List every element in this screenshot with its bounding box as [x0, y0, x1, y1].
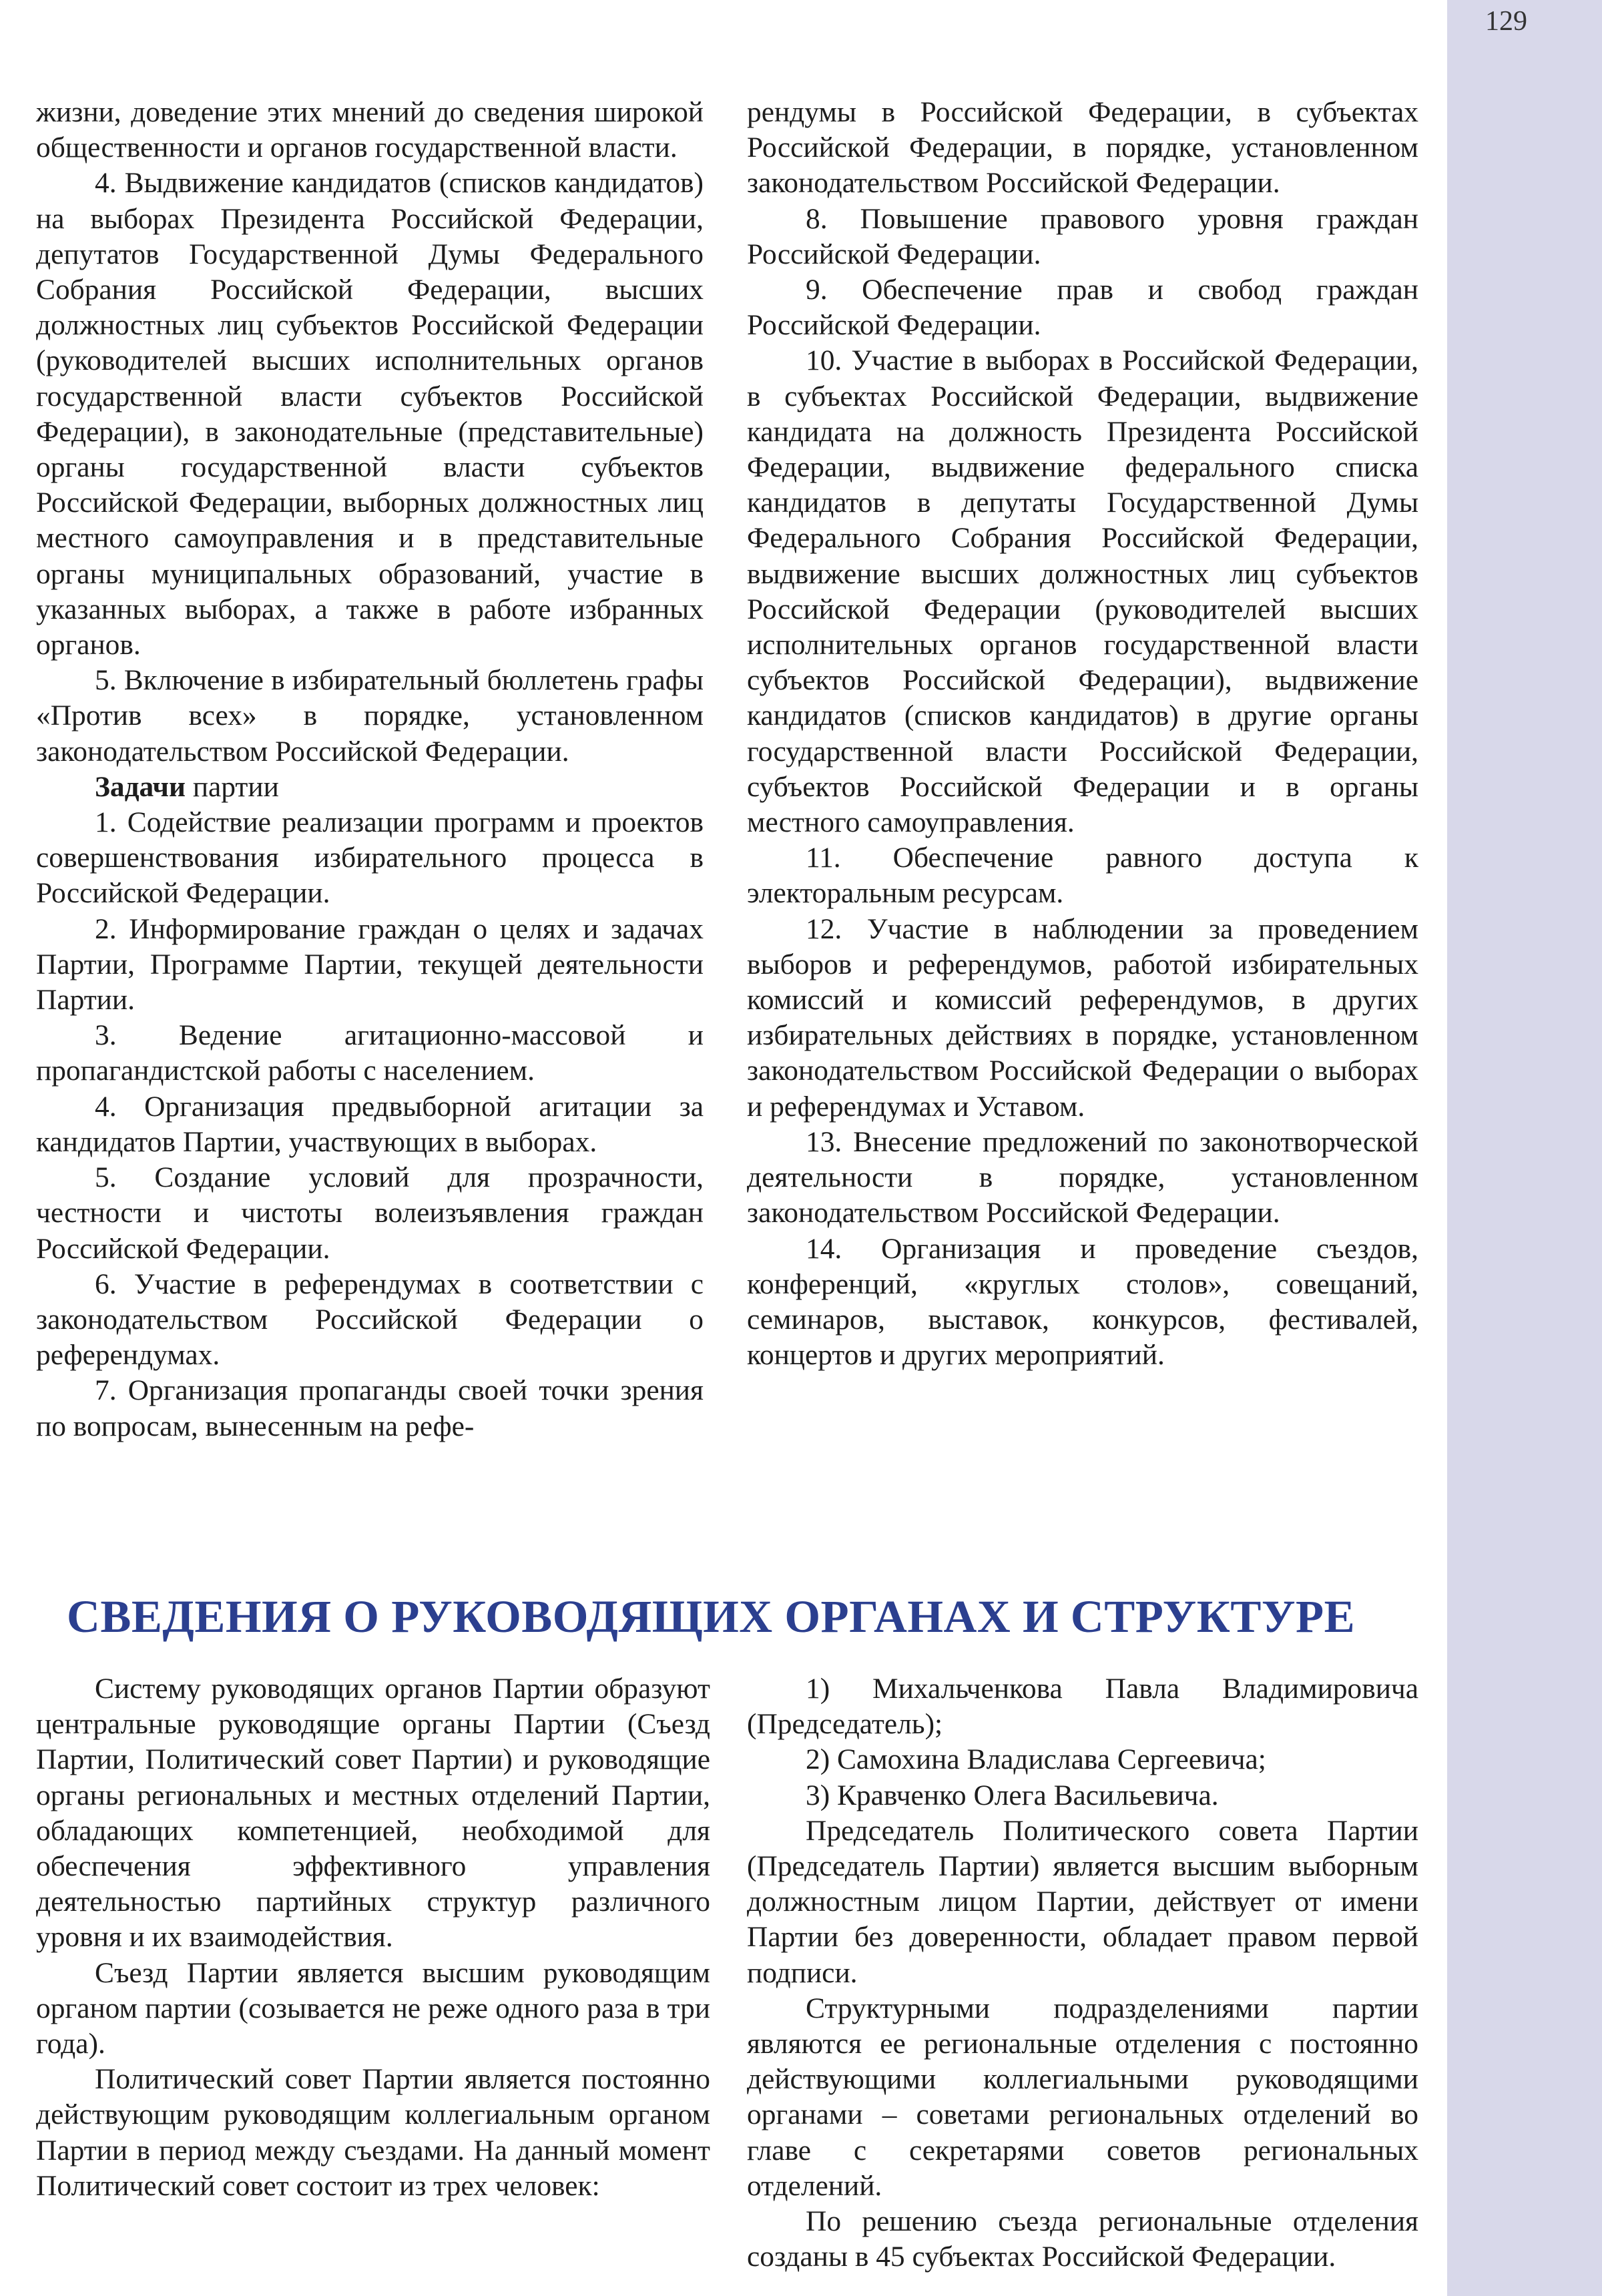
tasks-subheading-rest: партии [185, 770, 279, 803]
paragraph: Съезд Партии является высшим руководящим органом партии (созывается не реже одного раза в три года). [36, 1956, 710, 2060]
paragraph: 8. Повышение правового уровня граждан Российской Федерации. [747, 202, 1418, 270]
paragraph: 13. Внесение предложений по законотворческой деятельности в порядке, установленном законодательством Российской Федерации. [747, 1125, 1418, 1229]
paragraph: 9. Обеспечение прав и свобод граждан Российской Федерации. [747, 274, 1418, 342]
paragraph: рендумы в Российской Федерации, в субъектах Российской Федерации, в порядке, установленном законодательством Российской Федерации. [747, 96, 1418, 200]
paragraph: 3. Ведение агитационно-массовой и пропагандистской работы с населением. [36, 1019, 704, 1087]
paragraph: Структурными подразделениями партии являются ее региональные отделения с постоянно действующими коллегиальными руководящими органами – советами региональных отделений во главе с секретарями советов региональных отделений. [747, 1992, 1418, 2202]
page-number: 129 [1485, 6, 1527, 37]
paragraph: 14. Организация и проведение съездов, конференций, «круглых столов», совещаний, семинаров, выставок, конкурсов, фестивалей, концертов и других мероприятий. [747, 1232, 1418, 1372]
paragraph: 5. Включение в избирательный бюллетень графы «Против всех» в порядке, установленном законодательством Российской Федерации. [36, 664, 704, 768]
tasks-subheading-bold: Задачи [95, 770, 186, 803]
paragraph: жизни, доведение этих мнений до сведения широкой общественности и органов государственной власти. [36, 96, 704, 164]
bottom-right-column [747, 1671, 1418, 2275]
paragraph: 5. Создание условий для прозрачности, честности и чистоты волеизъявления граждан Российской Федерации. [36, 1161, 704, 1265]
paragraph: Председатель Политического совета Партии (Председатель Партии) является высшим выборным должностным лицом Партии, действует от имени Партии без доверенности, обладает правом первой подписи. [747, 1814, 1418, 1989]
paragraph: 12. Участие в наблюдении за проведением выборов и референдумов, работой избирательных комиссий и комиссий референдумов, в других избирательных действиях в порядке, установленном законодательством Российской Федерации о выборах и референдумах и Уставом. [747, 912, 1418, 1123]
list-item: 2) Самохина Владислава Сергеевича; [806, 1743, 1266, 1776]
bottom-left-column [36, 1671, 710, 2204]
list-item: 1) Михальченкова Павла Владимировича (Председатель); [747, 1673, 1418, 1741]
paragraph: 11. Обеспечение равного доступа к электоральным ресурсам. [747, 842, 1418, 910]
paragraph: 4. Организация предвыборной агитации за кандидатов Партии, участвующих в выборах. [36, 1090, 704, 1158]
list-item: 3) Кравченко Олега Васильевича. [806, 1779, 1219, 1811]
paragraph: 7. Организация пропаганды своей точки зрения по вопросам, вынесенным на рефе- [36, 1374, 704, 1442]
tasks-subheading [36, 770, 704, 805]
paragraph: Политический совет Партии является постоянно действующим руководящим коллегиальным органом Партии в период между съездами. На данный момент Политический совет состоит из трех человек: [36, 2063, 710, 2202]
top-left-column [36, 95, 704, 1444]
page-margin-band [1447, 0, 1602, 2296]
paragraph: 4. Выдвижение кандидатов (списков кандидатов) на выборах Президента Российской Федерации, депутатов Государственной Думы Федерального Собрания Российской Федерации, высших должностных лиц субъектов Российской Федерации (руководителей высших исполнительных органов государственной власти субъектов Российской Федерации), в законодательные (представительные) органы государственной власти субъектов Российской Федерации, выборных должностных лиц местного самоуправления и в представительные органы муниципальных образований, участие в указанных выборах, а также в работе избранных органов. [36, 167, 704, 661]
top-right-column [747, 95, 1418, 1373]
paragraph: 2. Информирование граждан о целях и задачах Партии, Программе Партии, текущей деятельности Партии. [36, 912, 704, 1017]
paragraph: 6. Участие в референдумах в соответствии с законодательством Российской Федерации о референдумах. [36, 1267, 704, 1372]
paragraph: 1. Содействие реализации программ и проектов совершенствования избирательного процесса в Российской Федерации. [36, 806, 704, 910]
paragraph: По решению съезда региональные отделения созданы в 45 субъектах Российской Федерации. [747, 2205, 1418, 2273]
paragraph: Систему руководящих органов Партии образуют центральные руководящие органы Партии (Съезд Партии, Политический совет Партии) и руководящие органы региональных и местных отделений Партии, обладающих компетенцией, необходимой для обеспечения эффективного управления деятельностью партийных структур различного уровня и их взаимодействия. [36, 1673, 710, 1954]
paragraph: 10. Участие в выборах в Российской Федерации, в субъектах Российской Федерации, выдвижение кандидата на должность Президента Российской Федерации, выдвижение федерального списка кандидатов в депутаты Государственной Думы Федерального Собрания Российской Федерации, выдвижение высших должностных лиц субъектов Российской Федерации (руководителей высших исполнительных органов государственной власти субъектов Российской Федерации), выдвижение кандидатов (списков кандидатов) в другие органы государственной власти Российской Федерации, субъектов Российской Федерации и в органы местного самоуправления. [747, 344, 1418, 839]
section-heading: СВЕДЕНИЯ О РУКОВОДЯЩИХ ОРГАНАХ И СТРУКТУРЕ [67, 1591, 1356, 1642]
